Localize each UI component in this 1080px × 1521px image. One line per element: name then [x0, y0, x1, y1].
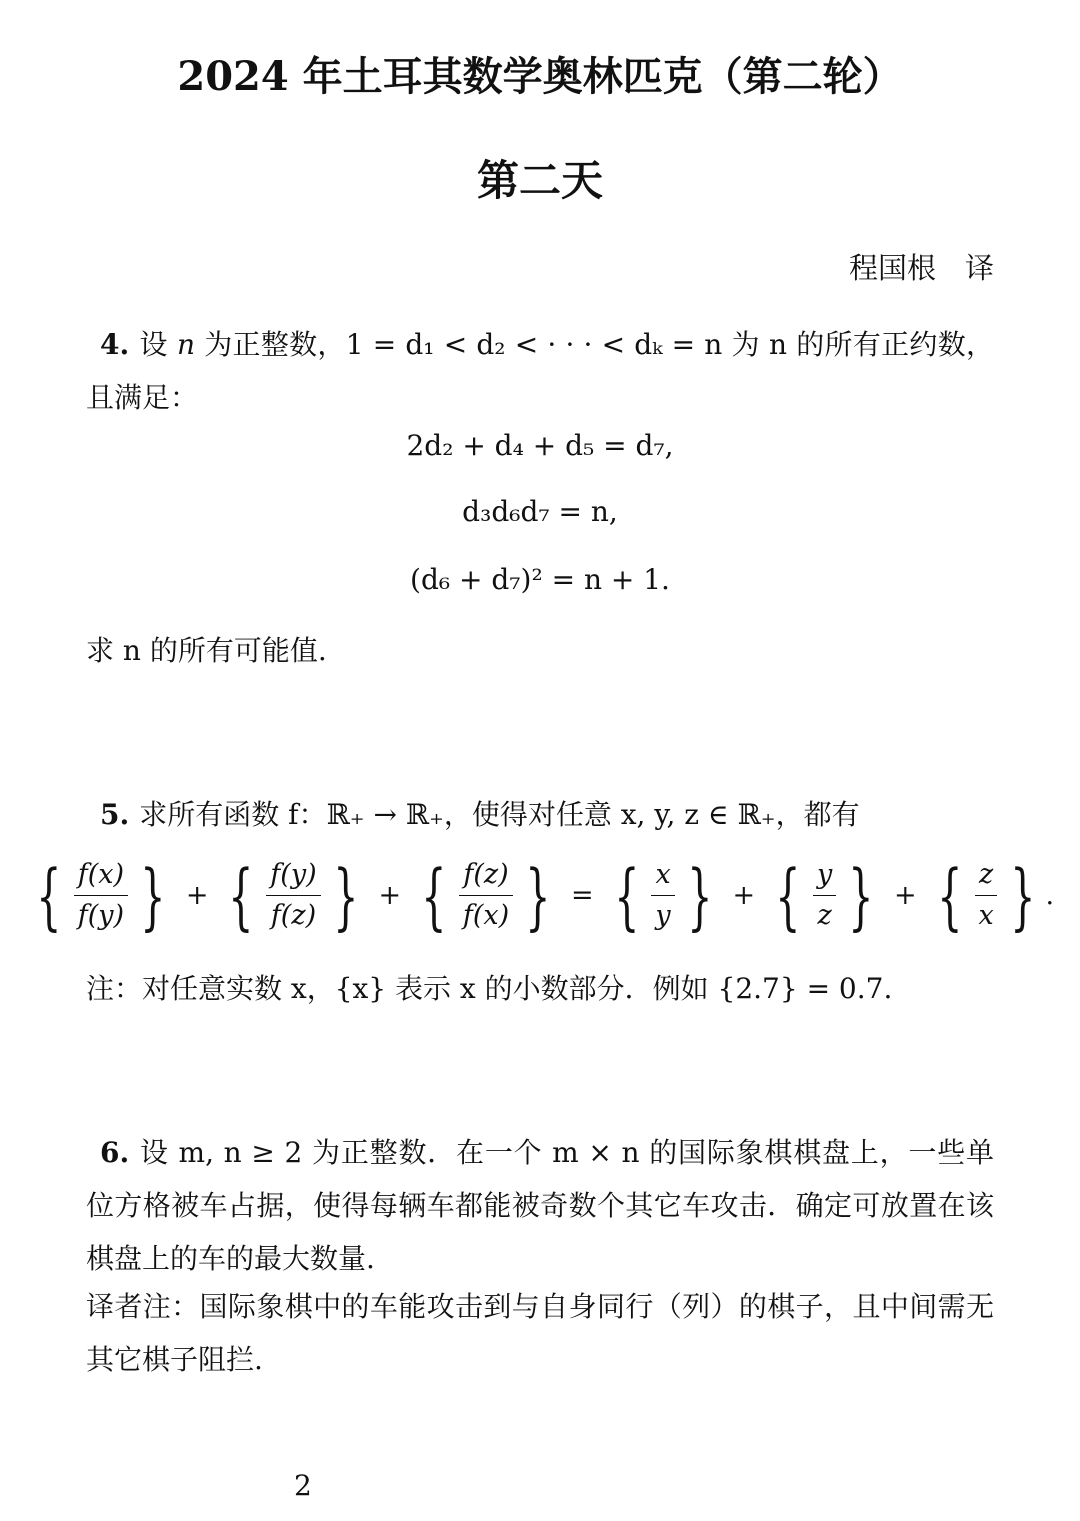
- document-subtitle: 第二天: [476, 156, 603, 205]
- fraction: $\frac{x}{y}$: [651, 858, 674, 933]
- translator-credit: 程国根 译: [848, 251, 994, 285]
- problem-4-question: 求 n 的所有可能值.: [86, 634, 327, 667]
- left-brace: {: [775, 853, 801, 938]
- fraction: $\frac{z}{x}$: [974, 858, 997, 933]
- plus-sign: +: [894, 880, 917, 911]
- left-brace: {: [228, 853, 254, 938]
- right-brace: }: [332, 853, 359, 938]
- problem-6-statement: [86, 1126, 994, 1285]
- problem-4-number: 4.: [100, 328, 130, 361]
- plus-sign: +: [185, 880, 209, 911]
- plus-sign: +: [378, 880, 402, 911]
- right-brace: }: [140, 853, 166, 938]
- problem-4-intro-a: 设: [139, 328, 178, 361]
- problem-4-var-n: n: [177, 328, 196, 361]
- left-brace: {: [421, 853, 447, 938]
- fraction: $\frac{f(y)}{f(z)}$: [266, 858, 320, 933]
- fraction: $\frac{f(x)}{f(y)}$: [74, 858, 128, 933]
- document-title: 2024 年土耳其数学奥林匹克（第二轮）: [177, 53, 903, 100]
- page-number: 2: [294, 1469, 312, 1502]
- period: .: [1045, 880, 1055, 911]
- problem-4-statement: [86, 318, 994, 424]
- problem-4-equation-2: d₃d₆d₇ = n,: [462, 495, 618, 528]
- right-brace: }: [525, 853, 551, 938]
- problem-6-text: 设 m, n ≥ 2 为正整数．在一个 m × n 的国际象棋棋盘上，一些单位方格被车占据，使得每辆车都能被奇数个其它车攻击．确定可放置在该棋盘上的车的最大数量.: [86, 1136, 994, 1275]
- equals-sign: =: [570, 880, 594, 911]
- problem-5-text: 求所有函数 f：ℝ₊ → ℝ₊，使得对任意 x, y, z ∈ ℝ₊，都有: [139, 798, 860, 831]
- problem-5-number: 5.: [100, 798, 130, 831]
- fraction: $\frac{y}{z}$: [813, 858, 836, 933]
- problem-5-statement: [86, 788, 994, 841]
- right-brace: }: [1009, 853, 1036, 938]
- fraction: $\frac{f(z)}{f(x)}$: [459, 858, 513, 933]
- problem-5-note: 注：对任意实数 x，{x} 表示 x 的小数部分．例如 {2.7} = 0.7.: [86, 972, 893, 1005]
- problem-4-equation-1: 2d₂ + d₄ + d₅ = d₇,: [406, 429, 674, 462]
- problem-5-functional-equation: [0, 853, 1080, 938]
- right-brace: }: [686, 853, 713, 938]
- problem-6-translator-note: 译者注：国际象棋中的车能攻击到与自身同行（列）的棋子，且中间需无其它棋子阻拦.: [86, 1290, 994, 1376]
- left-brace: {: [36, 853, 62, 938]
- problem-4-intro-b: 为正整数，1 = d₁ < d₂ < · · · < dₖ = n 为 n 的所有正约数，且满足：: [86, 328, 994, 414]
- left-brace: {: [613, 853, 640, 938]
- problem-4-equation-3: (d₆ + d₇)² = n + 1.: [410, 563, 670, 596]
- problem-6-number: 6.: [100, 1136, 130, 1169]
- left-brace: {: [936, 853, 963, 938]
- right-brace: }: [848, 853, 874, 938]
- plus-sign: +: [732, 880, 756, 911]
